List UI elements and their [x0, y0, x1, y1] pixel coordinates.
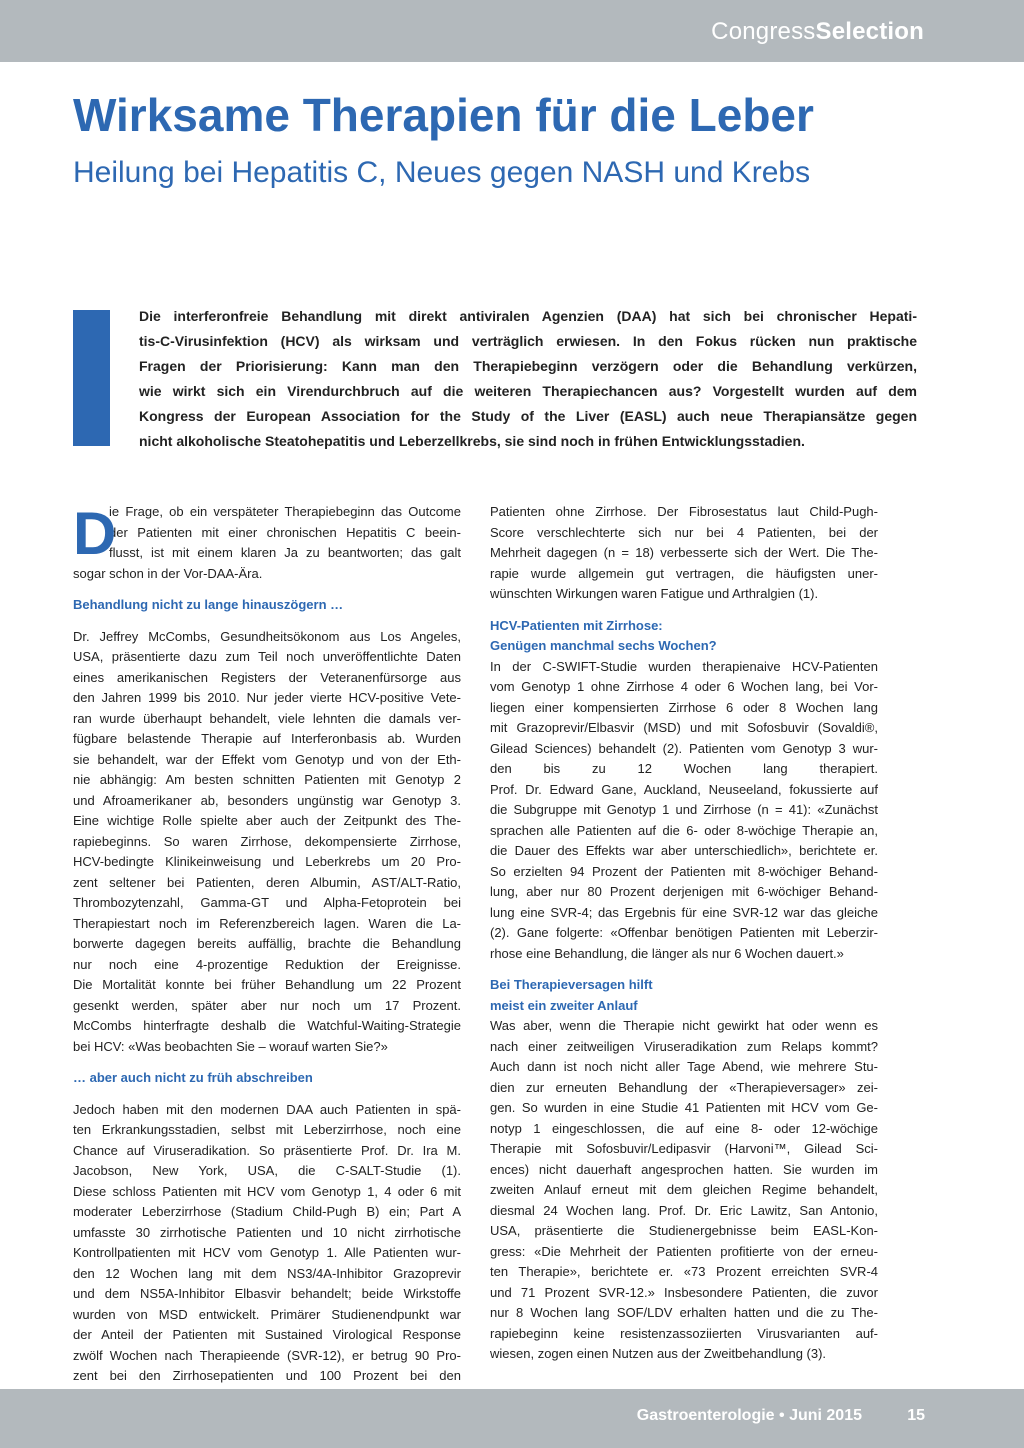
text-line: nicht alkoholische Steatohepatitis und Leberzellkrebs, sie sind noch in frühen Entwicklungsstadien.: [139, 433, 805, 449]
text-line: lung eine SVR-4; das Ergebnis für eine SVR-12 war das gleiche: [490, 904, 878, 920]
text-line: nur 8 Wochen lang SOF/LDV erhalten hatten und die zu The-: [490, 1305, 878, 1320]
text-line: der Patienten mit einer chronischen Hepatitis C beein-: [109, 524, 461, 540]
text-line: den 12 Wochen lang mit dem NS3/4A-Inhibitor Grazoprevir: [73, 1265, 461, 1281]
text-line: Diese schloss Patienten mit HCV vom Genotyp 1, 4 oder 6 mit: [73, 1183, 461, 1199]
text-line: bei HCV: «Was beobachten Sie – worauf warten Sie?»: [73, 1038, 388, 1054]
text-line: fügbare belastende Therapie auf Interferonbasis ab. Wurden: [73, 731, 461, 746]
text-line: In der C-SWIFT-Studie wurden therapienaive HCV-Patienten: [490, 658, 878, 674]
text-line: liegen einer kompensierten Zirrhose 6 oder 8 Wochen lang: [490, 699, 878, 715]
section-2-text: [73, 1100, 461, 1387]
text-line: und dem NS5A-Inhibitor Elbasvir behandelt; beide Wirkstoffe: [73, 1286, 461, 1301]
lead-paragraph: [139, 304, 917, 454]
text-line: Die Mortalität konnte bei früher Behandlung um 22 Prozent: [73, 977, 461, 992]
text-line: lung, aber nur 80 Prozent derjenigen mit 6-wöchiger Behand-: [490, 884, 878, 899]
text-line: USA, präsentierte die Studienergebnisse beim EASL-Kon-: [490, 1223, 878, 1238]
section-1-text: [73, 627, 461, 1058]
text-line: Jacobson, New York, USA, die C-SALT-Studie (1).: [73, 1163, 461, 1178]
section-heading-4-line2: meist ein zweiter Anlauf: [490, 997, 638, 1013]
intro-paragraph: [73, 502, 461, 584]
text-line: borwerte dagegen bereits auffällig, brachte die Behandlung: [73, 936, 461, 951]
text-line: Score verschlechterte sich nur bei 4 Patienten, bei der: [490, 524, 878, 540]
text-line: Mehrheit dagegen (n = 18) verbesserte sich der Wert. Die The-: [490, 545, 878, 560]
section-heading-3-line1: HCV-Patienten mit Zirrhose:: [490, 617, 663, 633]
section-heading-2: … aber auch nicht zu früh abschreiben: [73, 1070, 313, 1085]
text-line: Therapiestart noch im Referenzbereich lagen. Waren die La-: [73, 915, 461, 931]
text-line: vom Genotyp 1 ohne Zirrhose 4 oder 6 Wochen lang, bei Vor-: [490, 679, 878, 694]
section-3-text: [490, 657, 878, 965]
text-line: die Subgruppe mit Genotyp 1 und Zirrhose (n = 41): «Zunächst: [490, 802, 878, 817]
text-line: rapiebeginns. So waren Zirrhose, dekompensierte Zirrhose,: [73, 833, 461, 849]
intro-lines: [73, 502, 461, 584]
text-line: mit Grazoprevir/Elbasvir (MSD) und mit Sofosbuvir (Sovaldi®,: [490, 720, 878, 735]
article-title: Wirksame Therapien für die Leber: [73, 89, 814, 141]
text-line: Patienten ohne Zirrhose. Der Fibrosestatus laut Child-Pugh-: [490, 504, 878, 519]
text-line: dien zur erneuten Behandlung der «Therapieversager» zei-: [490, 1079, 878, 1095]
text-line: die Dauer des Effekts war aber unterschiedlich», berichtete er.: [490, 843, 878, 858]
text-line: moderater Leberzirrhose (Stadium Child-Pugh B) ein; Part A: [73, 1204, 461, 1219]
text-line: der Anteil der Patienten mit Sustained Virological Response: [73, 1327, 461, 1342]
dropcap-letter: D: [73, 500, 117, 567]
section-heading-3-line2: Genügen manchmal sechs Wochen?: [490, 638, 717, 653]
text-line: Eine wichtige Rolle spielte aber auch der Zeitpunkt des The-: [73, 813, 461, 828]
text-line: ran wurde überhaupt behandelt, viele lehnten die damals ver-: [73, 710, 461, 726]
brand-part1: Congress: [711, 18, 816, 45]
text-line: eines amerikanischen Registers der Veteranenfürsorge aus: [73, 669, 461, 685]
text-line: wie wirkt sich ein Virendurchbruch auf die weiteren Therapiechancen aus? Vorgestellt wurden auf dem: [139, 383, 917, 399]
footer-bar: [0, 1389, 1024, 1448]
text-line: Prof. Dr. Edward Gane, Auckland, Neuseeland, fokussierte auf: [490, 781, 878, 797]
text-line: zent bei den Zirrhosepatienten und 100 Prozent bei den: [73, 1368, 461, 1383]
text-line: wünschten Wirkungen waren Fatigue und Arthralgien (1).: [490, 586, 819, 601]
text-line: ences) nicht dauerhaft angesprochen hatten. Sie wurden im: [490, 1161, 878, 1177]
text-line: USA, präsentierte dazu zum Teil noch unveröffentlichte Daten: [73, 649, 461, 664]
text-line: Chance auf Viruseradikation. So präsentierte Prof. Dr. Ira M.: [73, 1142, 461, 1158]
text-line: diesmal 24 Wochen lang. Prof. Dr. Eric Lawitz, San Antonio,: [490, 1202, 878, 1218]
text-line: wurden von MSD entwickelt. Primärer Studienendpunkt war: [73, 1306, 461, 1322]
text-line: tis-C-Virusinfektion (HCV) als wirksam und verträglich erwiesen. In den Fokus rücken nun praktische: [139, 333, 917, 349]
text-line: Jedoch haben mit den modernen DAA auch Patienten in spä-: [73, 1101, 461, 1117]
text-line: und 71 Prozent SVR-12.» Insbesondere Patienten, die zuvor: [490, 1284, 878, 1300]
text-line: Fragen der Priorisierung: Kann man den Therapiebeginn verzögern oder die Behandlung verkürzen,: [139, 358, 917, 374]
text-line: zwölf Wochen nach Therapieende (SVR-12), er betrug 90 Pro-: [73, 1347, 461, 1363]
section-heading-1: Behandlung nicht zu lange hinauszögern …: [73, 597, 344, 612]
text-line: gress: «Die Mehrheit der Patienten profitierte von der erneu-: [490, 1243, 878, 1259]
right-column: [490, 502, 878, 1365]
text-line: gesenkt werden, später aber nur noch um 17 Prozent.: [73, 997, 461, 1013]
text-line: HCV-bedingte Klinikeinweisung und Leberkrebs um 20 Pro-: [73, 854, 461, 869]
page-number: 15: [907, 1407, 925, 1424]
text-line: und Afroamerikaner ab, besonders ungünstig war Genotyp 3.: [73, 792, 461, 808]
lead-initial-bar: [73, 310, 110, 446]
text-line: Gilead Sciences) behandelt (2). Patienten vom Genotyp 3 wur-: [490, 740, 878, 756]
section-heading-4-line1: Bei Therapieversagen hilft: [490, 977, 653, 992]
text-line: den Jahren 1999 bis 2010. Nur jeder vierte HCV-positive Vete-: [73, 690, 461, 705]
congress-selection-logo: [711, 18, 924, 46]
text-line: nie abhängig: Am besten schnitten Patienten mit Genotyp 2: [73, 772, 461, 787]
text-line: McCombs hinterfragte deshalb die Watchful-Waiting-Strategie: [73, 1018, 461, 1033]
text-line: sie behandelt, war der Effekt vom Genotyp und von der Eth-: [73, 751, 461, 767]
text-line: Kongress der European Association for the Study of the Liver (EASL) auch neue Therapiansätze gegen: [139, 408, 917, 424]
text-line: Therapie mit Sofosbuvir/Ledipasvir (Harvoni™, Gilead Sci-: [490, 1141, 878, 1156]
text-line: nach einer zeitweiligen Viruseradikation zum Relaps kommt?: [490, 1038, 878, 1054]
text-line: sprachen alle Patienten auf die 6- oder 8-wöchige Therapie an,: [490, 822, 878, 838]
text-line: (2). Gane folgerte: «Offenbar benötigen Patienten mit Leberzir-: [490, 925, 878, 940]
footer-journal: Gastroenterologie • Juni 2015: [636, 1407, 862, 1424]
text-line: Thrombozytenzahl, Gamma-GT und Alpha-Fetoprotein bei: [73, 895, 461, 910]
text-line: flusst, ist mit einem klaren Ja zu beantworten; das galt: [109, 545, 461, 560]
left-column: [73, 502, 461, 1387]
text-line: nur noch eine 4-prozentige Reduktion der Ereignisse.: [73, 956, 461, 972]
text-line: Was aber, wenn die Therapie nicht gewirkt hat oder wenn es: [490, 1018, 878, 1033]
text-line: ten Therapie», berichtete er. «73 Prozent erreichten SVR-4: [490, 1264, 878, 1279]
text-line: wiesen, zogen einen Nutzen aus der Zweitbehandlung (3).: [490, 1346, 827, 1361]
text-line: zent seltener bei Patienten, deren Albumin, AST/ALT-Ratio,: [73, 874, 461, 890]
text-line: Dr. Jeffrey McCombs, Gesundheitsökonom aus Los Angeles,: [73, 628, 461, 644]
text-line: So erzielten 94 Prozent der Patienten mit 8-wöchiger Behand-: [490, 863, 878, 879]
header-bar: [0, 0, 1024, 62]
text-line: Kontrollpatienten mit HCV vom Genotyp 1. Alle Patienten wur-: [73, 1245, 461, 1260]
text-line: notyp 1 eingeschlossen, die auf eine 8- oder 12-wöchige: [490, 1120, 878, 1136]
text-line: gen. So wurden in eine Studie 41 Patienten mit HCV vom Ge-: [490, 1100, 878, 1115]
text-line: Auch dann ist noch nicht aller Tage Abend, wie mehrere Stu-: [490, 1059, 878, 1074]
text-line: rapie wurde allgemein gut vertragen, die häufigsten uner-: [490, 565, 878, 581]
text-line: Die interferonfreie Behandlung mit direkt antiviralen Agenzien (DAA) hat sich bei chronischer Hepati-: [139, 308, 917, 324]
text-line: umfasste 30 zirrhotische Patienten und 10 nicht zirrhotische: [73, 1224, 461, 1240]
text-line: ten Erkrankungsstadien, selbst mit Leberzirrhose, noch eine: [73, 1122, 461, 1137]
article-subtitle: Heilung bei Hepatitis C, Neues gegen NASH und Krebs: [73, 156, 811, 189]
text-line: den bis zu 12 Wochen lang therapiert.: [490, 761, 878, 776]
section-4-text: [490, 1016, 878, 1365]
brand-part2: Selection: [815, 18, 924, 45]
text-line: zweiten Anlauf erneut mit dem gleichen Regime behandelt,: [490, 1182, 878, 1197]
text-line: sogar schon in der Vor-DAA-Ära.: [73, 565, 263, 581]
text-line: rhose eine Behandlung, die länger als nur 6 Wochen dauert.»: [490, 945, 844, 961]
text-line: ie Frage, ob ein verspäteter Therapiebeginn das Outcome: [109, 504, 461, 519]
continued-text: [490, 502, 878, 605]
text-line: rapiebeginn keine resistenzassoziierten Virusvarianten auf-: [490, 1325, 878, 1341]
